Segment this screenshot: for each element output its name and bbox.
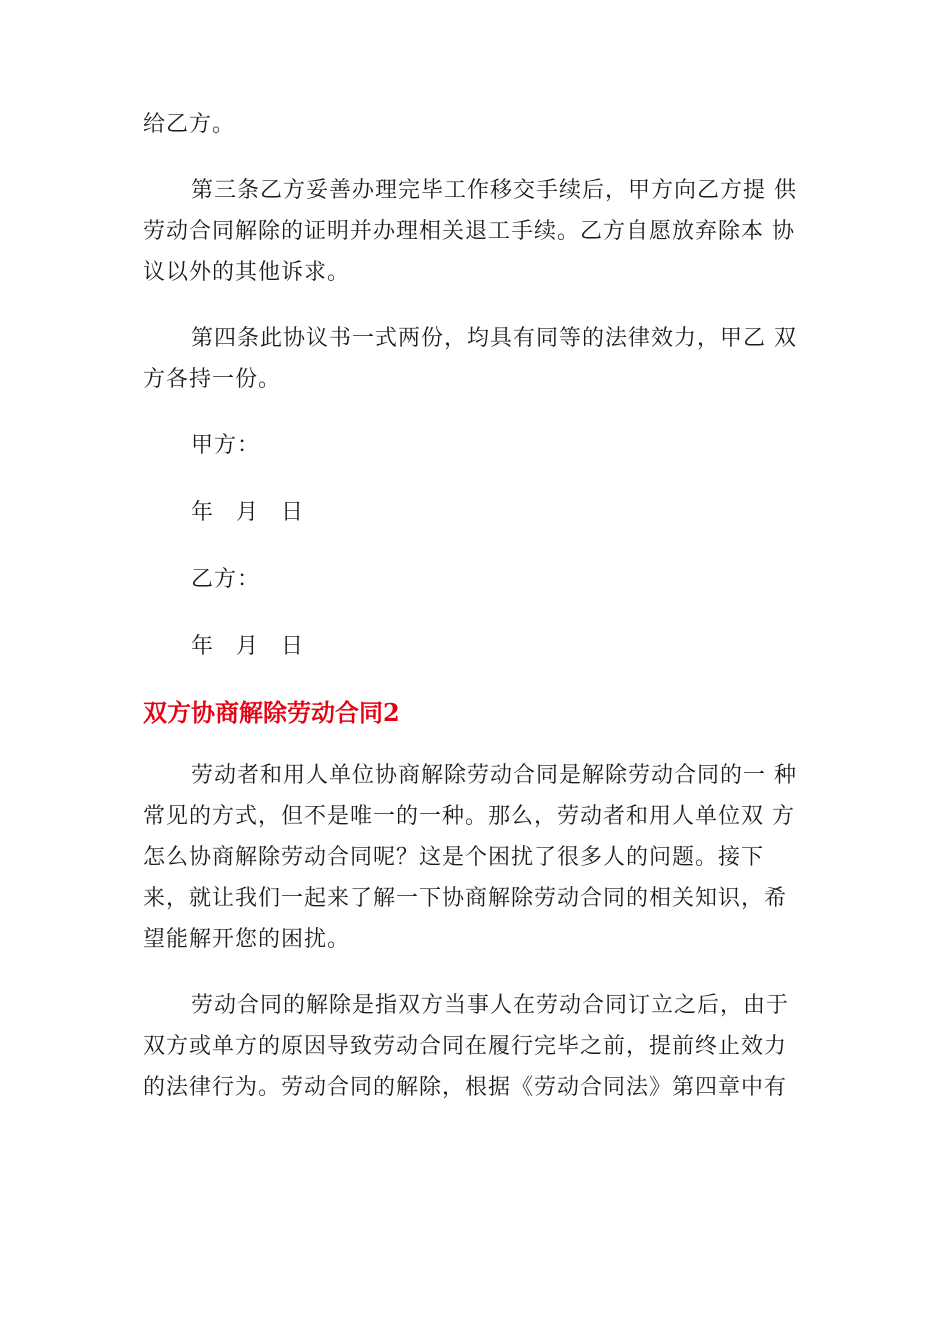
date-day: 日: [281, 500, 305, 525]
text-line: 来，就让我们一起来了解一下协商解除劳动合同的相关知识，希: [143, 886, 788, 911]
party-a-label: 甲方：: [191, 433, 261, 458]
text-line: 怎么协商解除劳动合同呢？这是个困扰了很多人的问题。接下: [143, 845, 765, 870]
text-line: 双方或单方的原因导致劳动合同在履行完毕之前，提前终止效力: [143, 1034, 788, 1059]
paragraph-article-4: [143, 318, 819, 400]
section-heading: 双方协商解除劳动合同2: [143, 698, 400, 727]
text-line: 方各持一份。: [143, 367, 282, 392]
paragraph-article-3: [143, 170, 819, 293]
text-line: 第四条此协议书一式两份，均具有同等的法律效力，甲乙 双: [191, 326, 797, 351]
text-line: 望能解开您的困扰。: [143, 927, 351, 952]
document-page: [143, 104, 819, 1133]
date-day: 日: [281, 634, 305, 659]
text-line: 议以外的其他诉求。: [143, 260, 351, 285]
paragraph-intro: [143, 755, 819, 960]
party-b-date: [191, 626, 819, 667]
paragraph-continuation: [143, 104, 819, 145]
text-line: 劳动合同解除的证明并办理相关退工手续。乙方自愿放弃除本 协: [143, 219, 795, 244]
paragraph-definition: [143, 985, 819, 1108]
text-line: 劳动合同的解除是指双方当事人在劳动合同订立之后，由于: [191, 993, 790, 1018]
text-line: 第三条乙方妥善办理完毕工作移交手续后，甲方向乙方提 供: [191, 178, 797, 203]
date-year: 年: [191, 500, 215, 525]
text-line: 劳动者和用人单位协商解除劳动合同是解除劳动合同的一 种: [191, 763, 797, 788]
text-line: 的法律行为。劳动合同的解除，根据《劳动合同法》第四章中有: [143, 1075, 788, 1100]
date-year: 年: [191, 634, 215, 659]
text-line: 给乙方。: [143, 112, 236, 137]
text-line: 常见的方式，但不是唯一的一种。那么，劳动者和用人单位双 方: [143, 804, 795, 829]
party-b-label: 乙方：: [191, 567, 261, 592]
party-a-date: [191, 492, 819, 533]
date-month: 月: [236, 500, 260, 525]
date-month: 月: [236, 634, 260, 659]
